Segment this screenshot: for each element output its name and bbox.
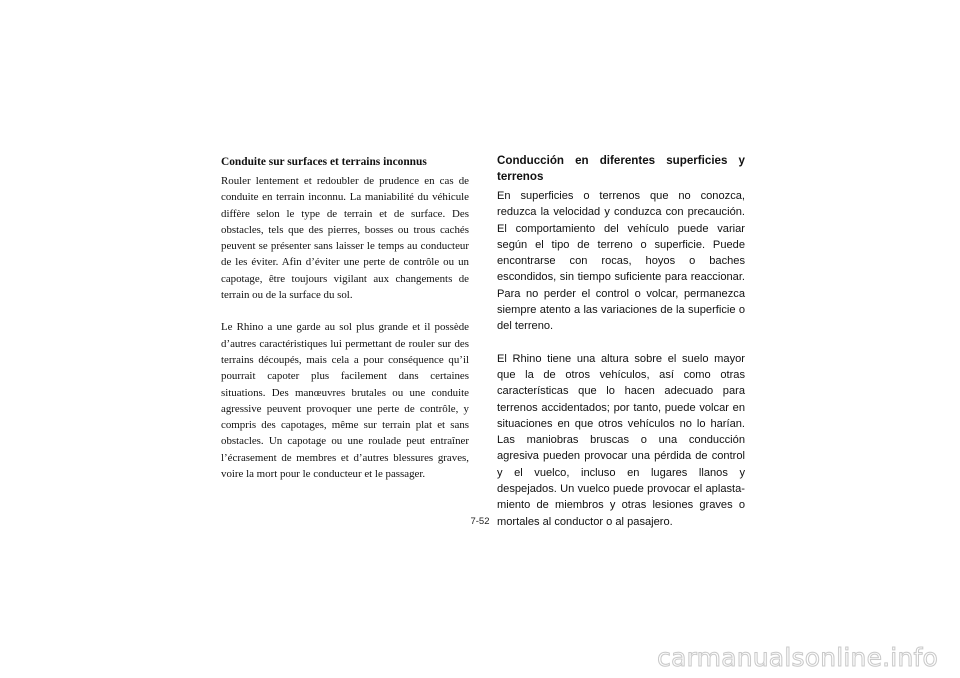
french-paragraph-1: Rouler lentement et redoubler de prudence en cas de conduite en terrain inconnu. La maniabilité du véhicule diffère selon le type de terrain et de surface. Des obstacles, tels que des pierres, bosses ou trous cachés peuvent se présenter sans laisser le temps au conducteur de les éviter. Afin d’éviter une perte de contrôle ou un capotage, être toujours vigilant aux changements de terrain ou de la surface du sol. [221, 175, 469, 302]
watermark: carmanualsonline.info [657, 643, 938, 672]
french-column [221, 154, 469, 482]
spanish-column [497, 153, 745, 530]
spanish-heading: Conducción en diferentes superficies y terrenos [497, 154, 745, 183]
french-heading: Conduite sur surfaces et terrains inconnus [221, 156, 427, 168]
spanish-paragraph-1: En superficies o terrenos que no conozca, reduzca la velocidad y conduzca con precaución. El comportamiento del vehículo puede variar según el tipo de terreno o superficie. Puede encontrarse con rocas, hoyos o baches escondidos, sin tiempo suficiente para reaccionar. Para no perder el control o volcar, permanezca siempre atento a las variaciones de la superficie o del terreno. [497, 190, 745, 333]
page-number: 7-52 [470, 516, 490, 527]
spanish-paragraph-2: El Rhino tiene una altura sobre el suelo mayor que la de otros vehículos, así como otras características que lo hacen adecuado para terrenos accidentados; por tanto, puede volcar en situaciones en que otros vehículos no lo harían. Las maniobras bruscas o una conducción agresiva pueden provocar una pérdida de control y el vuelco, incluso en lugares llanos y despejados. Un vuelco puede provocar el aplastamiento de miembros y otras lesiones graves o mortales al conductor o al pasajero. [497, 352, 745, 528]
french-paragraph-2: Le Rhino a une garde au sol plus grande et il possède d’autres caractéristiques lui permettant de rouler sur des terrains découpés, mais cela a pour conséquence qu’il pourrait capoter plus facilement dans certaines situations. Des manœuvres brutales ou une conduite agressive peuvent provoquer une perte de contrôle, y compris des capotages, même sur terrain plat et sans obstacles. Un capotage ou une roulade peut entraîner l’écrasement de membres et d’autres blessures graves, voire la mort pour le conducteur et le passager. [221, 321, 469, 481]
